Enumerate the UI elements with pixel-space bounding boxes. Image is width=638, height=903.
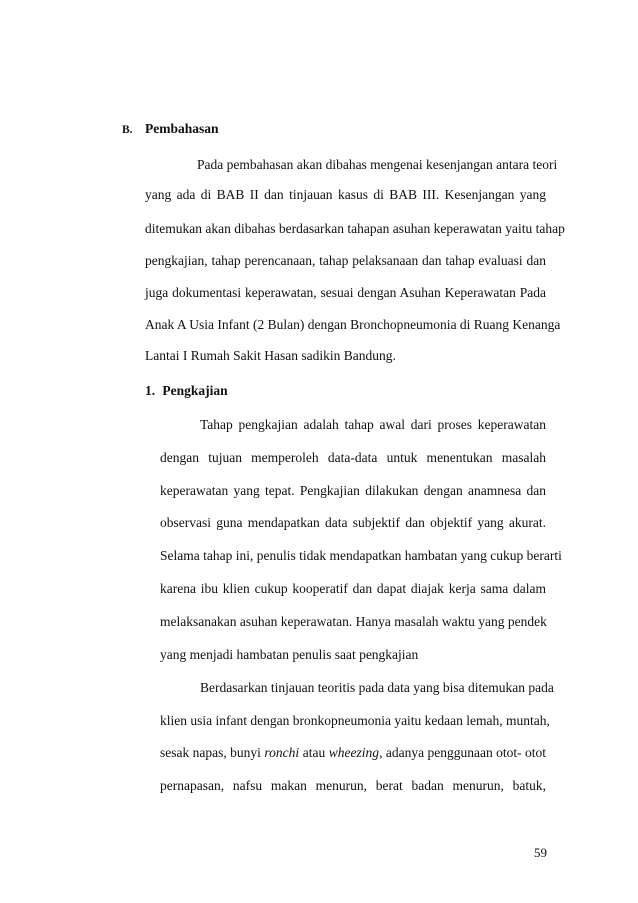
para2-line-3-post: , adanya penggunaan otot- otot <box>379 745 546 760</box>
para1-line-4: observasi guna mendapatkan data subjektif dan objektif yang akurat. <box>160 515 546 530</box>
intro-line-7: Lantai I Rumah Sakit Hasan sadikin Bandung. <box>145 348 396 363</box>
intro-line-4: pengkajian, tahap perencanaan, tahap pelaksanaan dan tahap evaluasi dan <box>145 253 546 268</box>
subsection-title: Pengkajian <box>162 383 228 398</box>
para1-line-2: dengan tujuan memperoleh data-data untuk menentukan masalah <box>160 450 546 465</box>
intro-line-6: Anak A Usia Infant (2 Bulan) dengan Bronchopneumonia di Ruang Kenanga <box>145 317 561 332</box>
intro-line-2: yang ada di BAB II dan tinjauan kasus di BAB III. Kesenjangan yang <box>145 187 546 202</box>
intro-line-3: ditemukan akan dibahas berdasarkan tahapan asuhan keperawatan yaitu tahap <box>145 221 565 236</box>
section-heading <box>122 121 219 137</box>
term-wheezing: wheezing <box>328 745 379 760</box>
para1-line-7: melaksanakan asuhan keperawatan. Hanya masalah waktu yang pendek <box>160 614 547 629</box>
para2-line-2: klien usia infant dengan bronkopneumonia yaitu kedaan lemah, muntah, <box>160 713 550 728</box>
para1-line-3: keperawatan yang tepat. Pengkajian dilakukan dengan anamnesa dan <box>160 483 546 498</box>
para2-line-4: pernapasan, nafsu makan menurun, berat badan menurun, batuk, <box>160 778 546 793</box>
para1-line-6: karena ibu klien cukup kooperatif dan dapat diajak kerja sama dalam <box>160 581 546 596</box>
para2-line-3 <box>160 745 546 761</box>
page-number: 59 <box>534 845 547 860</box>
para2-line-3-pre: sesak napas, bunyi <box>160 745 265 760</box>
para2-line-1: Berdasarkan tinjauan teoritis pada data yang bisa ditemukan pada <box>200 680 554 695</box>
para2-line-3-mid: atau <box>299 745 329 760</box>
section-title: Pembahasan <box>145 121 219 136</box>
para1-line-8: yang menjadi hambatan penulis saat pengkajian <box>160 647 419 662</box>
subsection-heading <box>145 383 228 399</box>
section-letter: B. <box>122 124 133 136</box>
subsection-number: 1. <box>145 383 156 398</box>
para1-line-5: Selama tahap ini, penulis tidak mendapatkan hambatan yang cukup berarti <box>160 548 562 563</box>
term-ronchi: ronchi <box>264 745 300 760</box>
para1-line-1: Tahap pengkajian adalah tahap awal dari proses keperawatan <box>200 417 546 432</box>
intro-line-5: juga dokumentasi keperawatan, sesuai dengan Asuhan Keperawatan Pada <box>145 285 546 300</box>
intro-line-1: Pada pembahasan akan dibahas mengenai kesenjangan antara teori <box>197 157 558 172</box>
